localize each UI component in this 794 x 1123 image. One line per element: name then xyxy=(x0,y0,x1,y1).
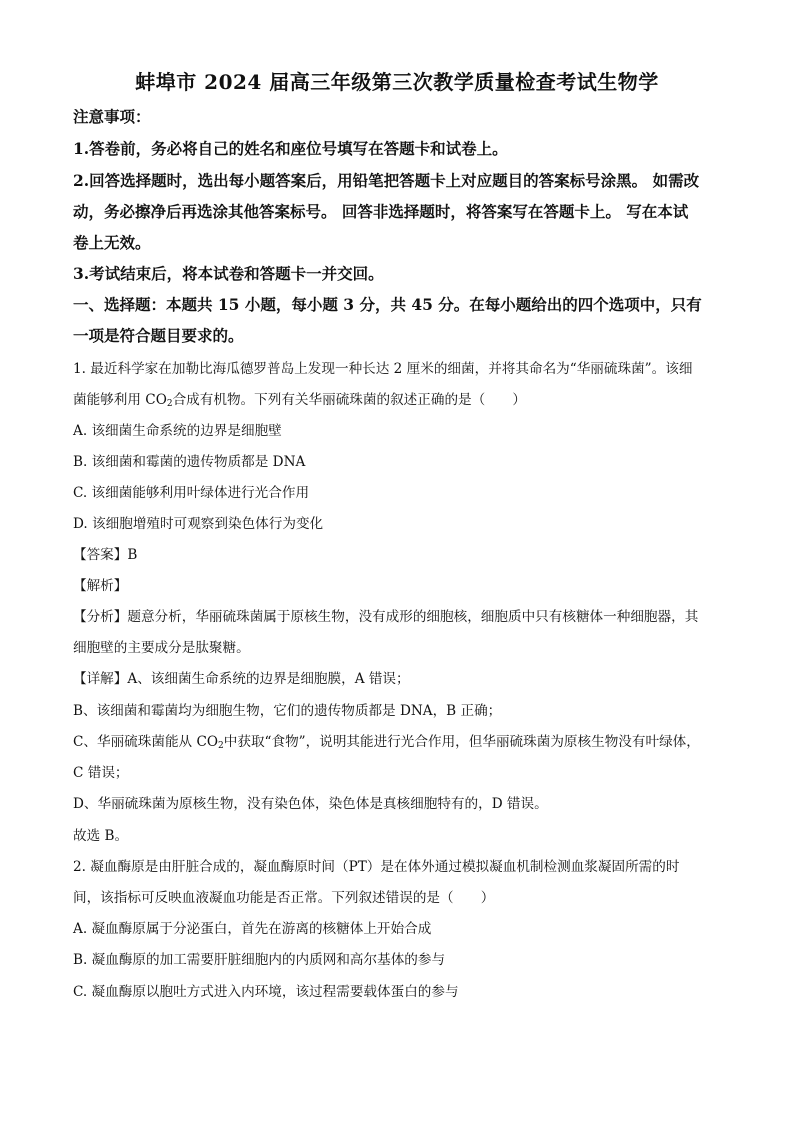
q1-option-b: B. 该细菌和霉菌的遗传物质都是 DNA xyxy=(73,454,306,470)
q2-option-c: C. 凝血酶原以胞吐方式进入内环境，该过程需要载体蛋白的参与 xyxy=(73,984,459,1000)
q1-detail-c-text-end: 中获取“食物”，说明其能进行光合作用，但华丽硫珠菌为原核生物没有叶绿体， xyxy=(223,734,700,750)
page-title: 蚌埠市 2024 届高三年级第三次教学质量检查考试生物学 xyxy=(135,70,659,94)
q1-option-c: C. 该细菌能够利用叶绿体进行光合作用 xyxy=(73,485,310,501)
notice-item-2-line-1: 2.回答选择题时，选出每小题答案后，用铅笔把答题卡上对应题目的答案标号涂黑。 如需改 xyxy=(73,171,700,190)
q1-stem-subscript: 2 xyxy=(166,399,173,409)
q1-option-d: D. 该细胞增殖时可观察到染色体行为变化 xyxy=(73,516,324,532)
q1-detail-c-line-2: C 错误； xyxy=(73,765,129,781)
q1-option-a: A. 该细菌生命系统的边界是细胞壁 xyxy=(73,423,282,439)
q2-stem-line-2: 间，该指标可反映血液凝血功能是否正常。下列叙述错误的是（ ） xyxy=(73,890,495,906)
q2-stem-line-1: 2. 凝血酶原是由肝脏合成的，凝血酶原时间（PT）是在体外通过模拟凝血机制检测血浆凝固所需的时 xyxy=(73,859,680,875)
q1-detail-d: D、华丽硫珠菌为原核生物，没有染色体，染色体是真核细胞特有的，D 错误。 xyxy=(73,796,548,812)
q1-stem-line-2 xyxy=(73,390,733,414)
notice-item-2-line-3: 卷上无效。 xyxy=(73,233,151,252)
q1-analysis-heading: 【解析】 xyxy=(73,578,128,594)
q1-stem-text-end: 合成有机物。下列有关华丽硫珠菌的叙述正确的是（ ） xyxy=(172,392,527,408)
section-heading-line-2: 一项是符合题目要求的。 xyxy=(73,326,244,345)
q1-detail-c-subscript: 2 xyxy=(218,741,224,751)
q2-option-a: A. 凝血酶原属于分泌蛋白，首先在游离的核糖体上开始合成 xyxy=(73,921,432,937)
q1-analysis-line-1: 【分析】题意分析，华丽硫珠菌属于原核生物，没有成形的细胞核，细胞质中只有核糖体一种细胞器，其 xyxy=(73,609,699,625)
q1-detail-c-line-1 xyxy=(73,732,733,756)
notice-item-3: 3.考试结束后，将本试卷和答题卡一并交回。 xyxy=(73,264,384,283)
q1-detail-b: B、该细菌和霉菌均为细胞生物，它们的遗传物质都是 DNA，B 正确； xyxy=(73,703,502,719)
q2-option-b: B. 凝血酶原的加工需要肝脏细胞内的内质网和高尔基体的参与 xyxy=(73,952,446,968)
q1-stem-text: 菌能够利用 CO xyxy=(73,392,167,408)
q1-detail-c-text: C、华丽硫珠菌能从 CO xyxy=(73,734,219,750)
notice-item-1: 1.答卷前，务必将自己的姓名和座位号填写在答题卡和试卷上。 xyxy=(73,139,508,158)
q1-conclusion: 故选 B。 xyxy=(73,828,129,844)
q1-stem-line-1: 1. 最近科学家在加勒比海瓜德罗普岛上发现一种长达 2 厘米的细菌，并将其命名为“华丽硫珠菌”。该细 xyxy=(73,361,693,377)
notice-heading: 注意事项： xyxy=(73,107,151,126)
section-heading-line-1: 一、选择题：本题共 15 小题，每小题 3 分，共 45 分。在每小题给出的四个选项中，只有 xyxy=(73,295,702,314)
q1-answer: 【答案】B xyxy=(73,547,138,563)
q1-analysis-line-2: 细胞壁的主要成分是肽聚糖。 xyxy=(73,640,250,656)
notice-item-2-line-2: 动，务必擦净后再选涂其他答案标号。 回答非选择题时，将答案写在答题卡上。 写在本试 xyxy=(73,202,689,221)
q1-detail-a: 【详解】A、该细菌生命系统的边界是细胞膜，A 错误； xyxy=(73,671,410,687)
